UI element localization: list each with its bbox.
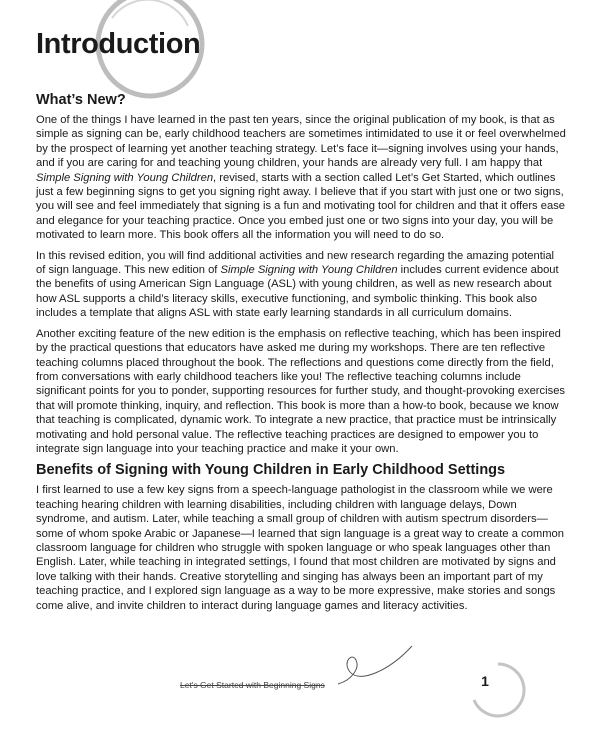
book-title: Simple Signing with Young Children	[220, 264, 398, 277]
paragraph: I first learned to use a few key signs from a speech-language pathologist in the classroom while we were teaching hearing children with learning disabilities, including children with language delays, Down syndrome, and autism. Later, while teaching a small group of children with autism spectrum disorders—some of whom spoke Arabic or Japanese—I learned that sign language is a great way to create a common classroom language for children who struggle with spoken language or who speak languages other than English. Later, while teaching in integrated settings, I found that most children are motivated by signs and love talking with their hands. Creative storytelling and singing has always been an important part of my teaching practice, and I explored sign language as a way to be more expressive, make stories and songs come alive, and invite children to interact during language games and literacy activities.	[36, 484, 564, 612]
section-heading-whats-new: What’s New?	[36, 92, 126, 108]
paragraph: In this revised edition, you will find additional activities and new research regarding the amazing potential of sign language. This new edition of Simple Signing with Young Children includes current evidence about the benefits of using American Sign Language (ASL) with young children, as well as new research about how ASL supports a child’s literacy skills, executive functioning, and symbolic thinking. This book also includes a template that aligns ASL with state early learning standards in all curriculum domains.	[36, 249, 559, 320]
page-number-circle-graphic	[468, 660, 528, 720]
paragraph: One of the things I have learned in the past ten years, since the original publication of my book, is that as simple as signing can be, early childhood teachers are sometimes intimidated to use it or feel overwhelmed by the prospect of learning yet another teaching strategy. Let’s face it—signing involves using your hands, and if you are caring for and teaching young children, your hands are already very full. I am happy that Simple Signing with Young Children, revised, starts with a section called Let’s Get Started, which outlines just a few beginning signs to get you signing right away. I believe that if you start with just one or two signs, you will see and feel immediately that signing is a fun and motivating tool for children and that it offers ease and elegance for your teaching practice. Once you embed just one or two signs into your day, you will be motivated to learn more. This book offers all the information you will need to do so.	[36, 114, 566, 242]
decorative-swirl-graphic	[330, 640, 420, 690]
section-heading-benefits: Benefits of Signing with Young Children in Early Childhood Settings	[36, 462, 506, 479]
page-title: Introduction	[36, 28, 201, 60]
book-title: Simple Signing with Young Children	[36, 171, 214, 184]
page-number: 1	[481, 673, 489, 689]
footer-running-title: Let's Get Started with Beginning Signs	[180, 680, 325, 690]
page-content	[36, 92, 566, 619]
paragraph: Another exciting feature of the new edition is the emphasis on reflective teaching, which has been inspired by the practical questions that educators have asked me during my workshops. There are ten reflective teaching columns placed throughout the book. The reflections and questions come directly from the field, from conversations with early childhood teachers like you! The reflective teaching columns include significant points for you to ponder, supporting resources for further study, and thought-provoking exercises that will promote thinking, inquiry, and reflection. This book is more than a how-to book, because we know that teaching is complicated, dynamic work. To integrate a new practice, that practice must be intrinsically motivating and hold personal value. The reflective teaching practices are designed to empower you to integrate sign language into your teaching practice and make it your own.	[36, 327, 566, 455]
